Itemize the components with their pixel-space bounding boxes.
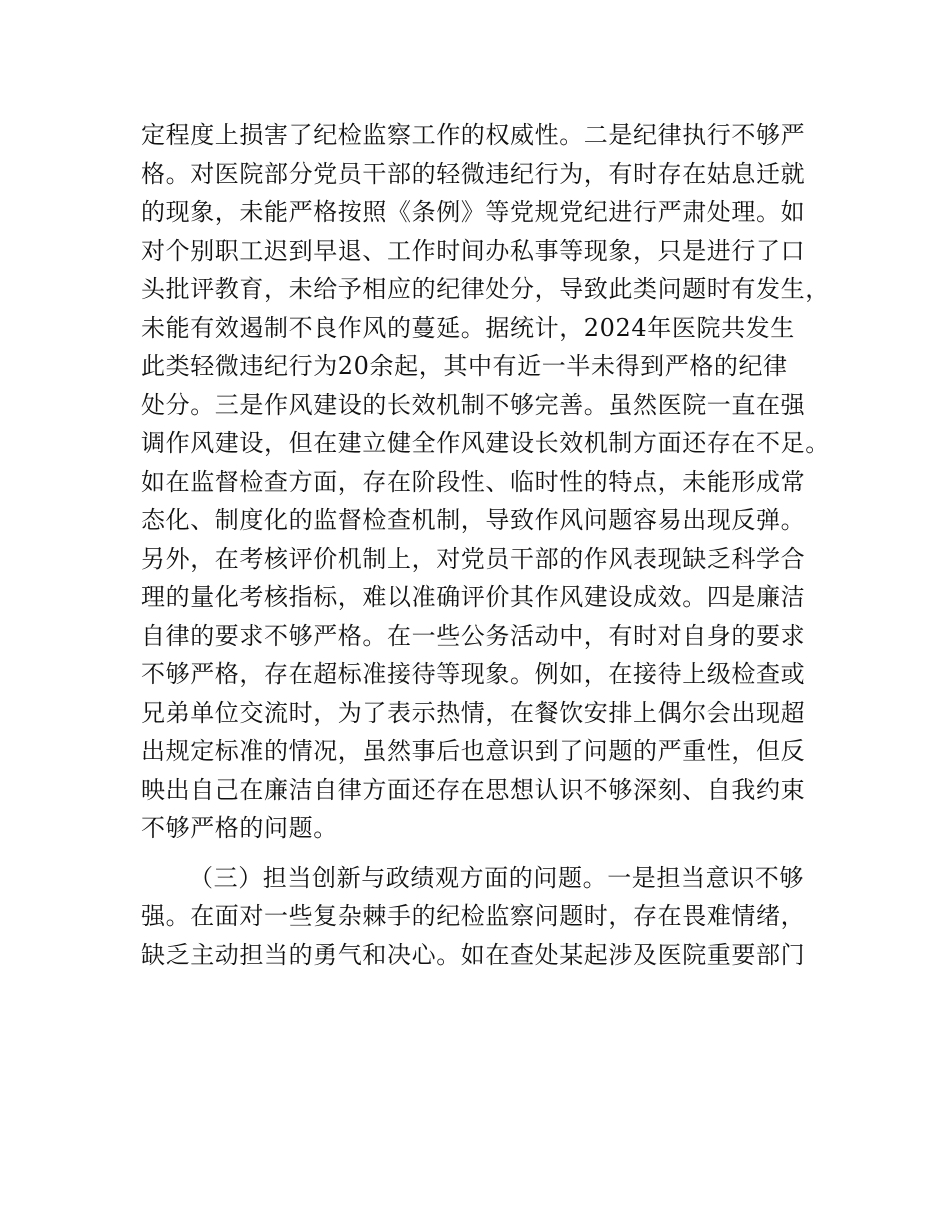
text-line: 定程度上损害了纪检监察工作的权威性。二是纪律执行不够严 [141, 121, 806, 149]
text-line: 兄弟单位交流时，为了表示热情，在餐饮安排上偶尔会出现超 [141, 698, 806, 727]
text-line: 头批评教育，未给予相应的纪律处分，导致此类问题时有发生， [141, 275, 830, 303]
text-line: 处分。三是作风建设的长效机制不够完善。虽然医院一直在强 [141, 390, 806, 419]
text-line: 的现象，未能严格按照《条例》等党规党纪进行严肃处理。如 [141, 198, 806, 226]
text-line: 缺乏主动担当的勇气和决心。如在查处某起涉及医院重要部门 [141, 940, 806, 969]
section-heading-line: （三）担当创新与政绩观方面的问题。一是担当意识不够 [189, 863, 804, 892]
text-line: 强。在面对一些复杂棘手的纪检监察问题时，存在畏难情绪， [141, 902, 806, 930]
text-line: 未能有效遏制不良作风的蔓延。据统计，2024年医院共发生 [141, 313, 795, 342]
paragraph-spacer [141, 848, 831, 859]
text-line: 出规定标准的情况，虽然事后也意识到了问题的严重性，但反 [141, 737, 806, 765]
text-line: 格。对医院部分党员干部的轻微违纪行为，有时存在姑息迁就 [141, 159, 806, 188]
text-line: 态化、制度化的监督检查机制，导致作风问题容易出现反弹。 [141, 506, 806, 534]
text-line: 不够严格的问题。 [141, 814, 338, 842]
text-line: 另外，在考核评价机制上，对党员干部的作风表现缺乏科学合 [141, 544, 806, 573]
body-text [141, 116, 831, 974]
text-line: 理的量化考核指标，难以准确评价其作风建设成效。四是廉洁 [141, 583, 806, 611]
text-line: 此类轻微违纪行为20余起，其中有近一半未得到严格的纪律 [141, 352, 788, 380]
text-line: 调作风建设，但在建立健全作风建设长效机制方面还存在不足。 [141, 429, 830, 457]
text-line: 不够严格，存在超标准接待等现象。例如，在接待上级检查或 [141, 660, 806, 688]
text-line: 如在监督检查方面，存在阶段性、临时性的特点，未能形成常 [141, 467, 806, 496]
text-line: 映出自己在廉洁自律方面还存在思想认识不够深刻、自我约束 [141, 775, 806, 804]
text-line: 自律的要求不够严格。在一些公务活动中，有时对自身的要求 [141, 621, 806, 650]
text-line: 对个别职工迟到早退、工作时间办私事等现象，只是进行了口 [141, 236, 806, 265]
